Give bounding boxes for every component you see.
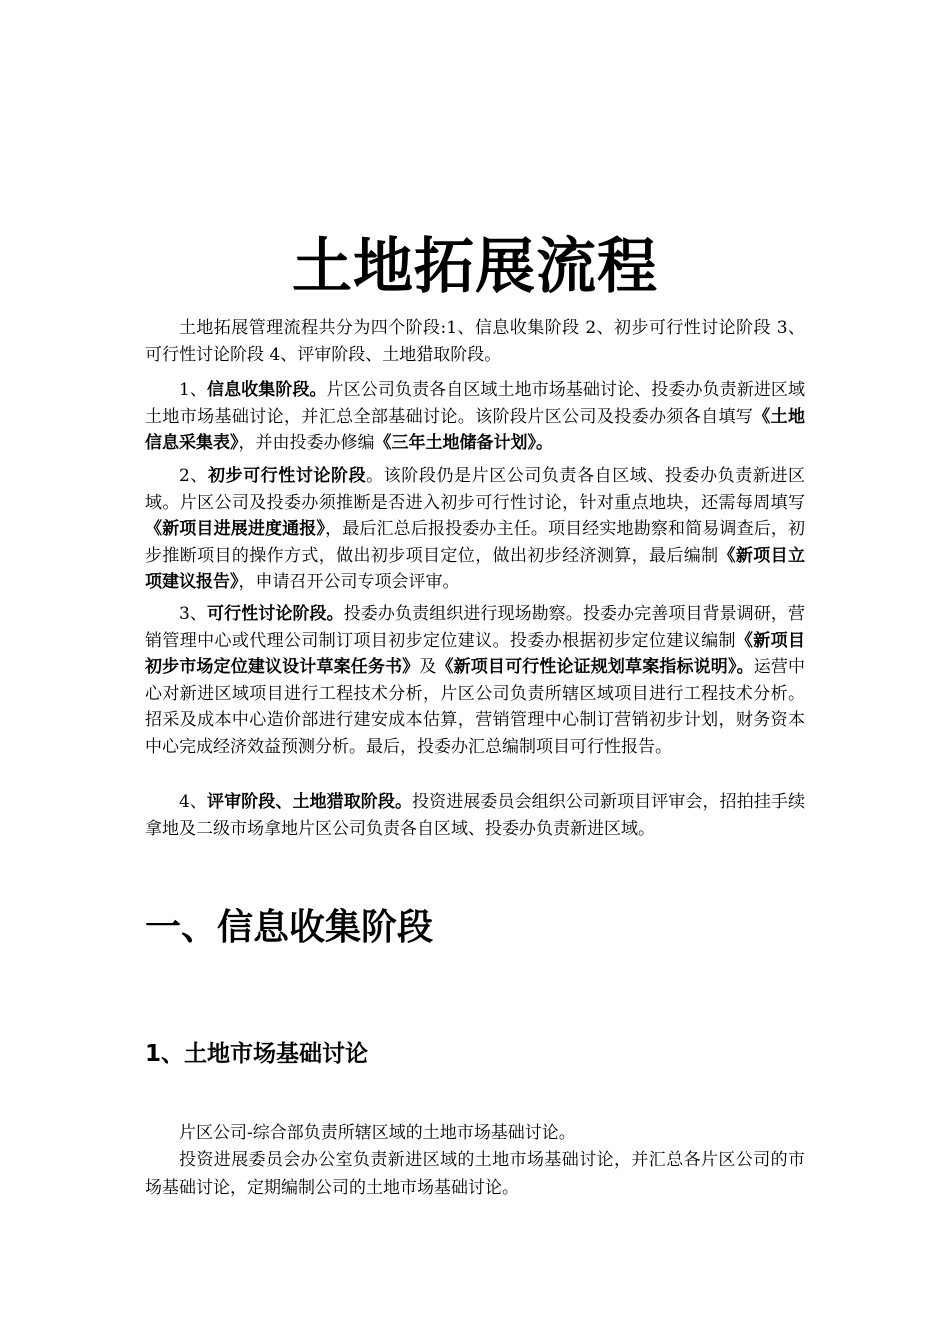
subsection-1-heading: 1、土地市场基础讨论 bbox=[145, 1041, 369, 1067]
stage-1-heading: 信息收集阶段。 bbox=[207, 380, 327, 400]
stage-1-text-b: ，并由投委办修编 bbox=[238, 433, 375, 453]
stage-1-text-a: 片区公司负责各自区域土地市场基础讨论、投委办负责新进区域土地市场基础讨论，并汇总全部基础讨论。该阶段片区公司及投委办须各自填写 bbox=[145, 380, 806, 427]
stage-3-text-a: 投委办负责组织进行现场勘察。投委办完善项目背景调研，营销管理中心或代理公司制订项目初步定位建议。投委办根据初步定位建议编制 bbox=[145, 604, 806, 651]
stage-4-paragraph bbox=[145, 789, 805, 842]
stage-2-proposal-name: 《新项目立项建议报告》 bbox=[145, 545, 806, 592]
stage-2-heading: 初步可行性讨论阶段 bbox=[207, 466, 367, 486]
stage-3-task-book-name: 《新项目初步市场定位建议设计草案任务书》 bbox=[145, 630, 806, 677]
stage-4-number: 4、 bbox=[179, 792, 207, 812]
intro-text: 土地拓展管理流程共分为四个阶段:1、信息收集阶段 2、初步可行性讨论阶段 3、可行性讨论阶段 4、评审阶段、土地猎取阶段。 bbox=[145, 318, 805, 365]
stage-2-paragraph bbox=[145, 463, 805, 596]
stage-2-number: 2、 bbox=[179, 466, 208, 486]
stage-3-heading: 可行性讨论阶段。 bbox=[207, 604, 344, 624]
stage-2-report-name: 《新项目进展进度通报》 bbox=[145, 519, 326, 539]
stage-4-text: 投资进展委员会组织公司新项目评审会，招拍挂手续拿地及二级市场拿地片区公司负责各自区域、投委办负责新进区域。 bbox=[145, 792, 805, 839]
stage-4-heading: 评审阶段、土地猎取阶段。 bbox=[207, 792, 413, 812]
document-title: 土地拓展流程 bbox=[292, 232, 658, 302]
subsection-1-line-2 bbox=[145, 1146, 805, 1202]
subsection-1-text-1: 片区公司-综合部负责所辖区域的土地市场基础讨论。 bbox=[179, 1123, 576, 1143]
subsection-1-line-1 bbox=[145, 1119, 805, 1147]
stage-2-text-a: 。该阶段仍是片区公司负责各自区域、投委办负责新进区域。片区公司及投委办须推断是否进入初步可行性讨论，针对重点地块，还需每周填写 bbox=[145, 466, 805, 513]
stage-3-paragraph bbox=[145, 601, 805, 760]
stage-2-text-b: ，最后汇总后报投委办主任。项目经实地勘察和简易调查后，初步推断项目的操作方式，做出初步项目定位，做出初步经济测算，最后编制 bbox=[145, 519, 806, 566]
stage-1-form-name: 《土地信息采集表》 bbox=[145, 406, 806, 453]
stage-3-number: 3、 bbox=[179, 604, 207, 624]
stage-1-plan-name: 《三年土地储备计划》。 bbox=[374, 433, 553, 453]
intro-paragraph bbox=[145, 315, 805, 368]
stage-1-number: 1、 bbox=[179, 380, 207, 400]
stage-2-text-c: ，申请召开公司专项会评审。 bbox=[238, 572, 460, 592]
section-1-heading: 一、信息收集阶段 bbox=[145, 907, 434, 948]
stage-3-text-b: 及 bbox=[419, 657, 437, 677]
stage-3-indicator-doc-name: 《新项目可行性论证规划草案指标说明》。 bbox=[436, 657, 754, 677]
subsection-1-text-2: 投资进展委员会办公室负责新进区域的土地市场基础讨论，并汇总各片区公司的市场基础讨论，定期编制公司的土地市场基础讨论。 bbox=[145, 1150, 805, 1198]
stage-3-text-c: 运营中心对新进区域项目进行工程技术分析，片区公司负责所辖区域项目进行工程技术分析。招采及成本中心造价部进行建安成本估算，营销管理中心制订营销初步计划，财务资本中心完成经济效益预测分析。最后，投委办汇总编制项目可行性报告。 bbox=[145, 657, 806, 757]
stage-1-paragraph bbox=[145, 377, 805, 457]
